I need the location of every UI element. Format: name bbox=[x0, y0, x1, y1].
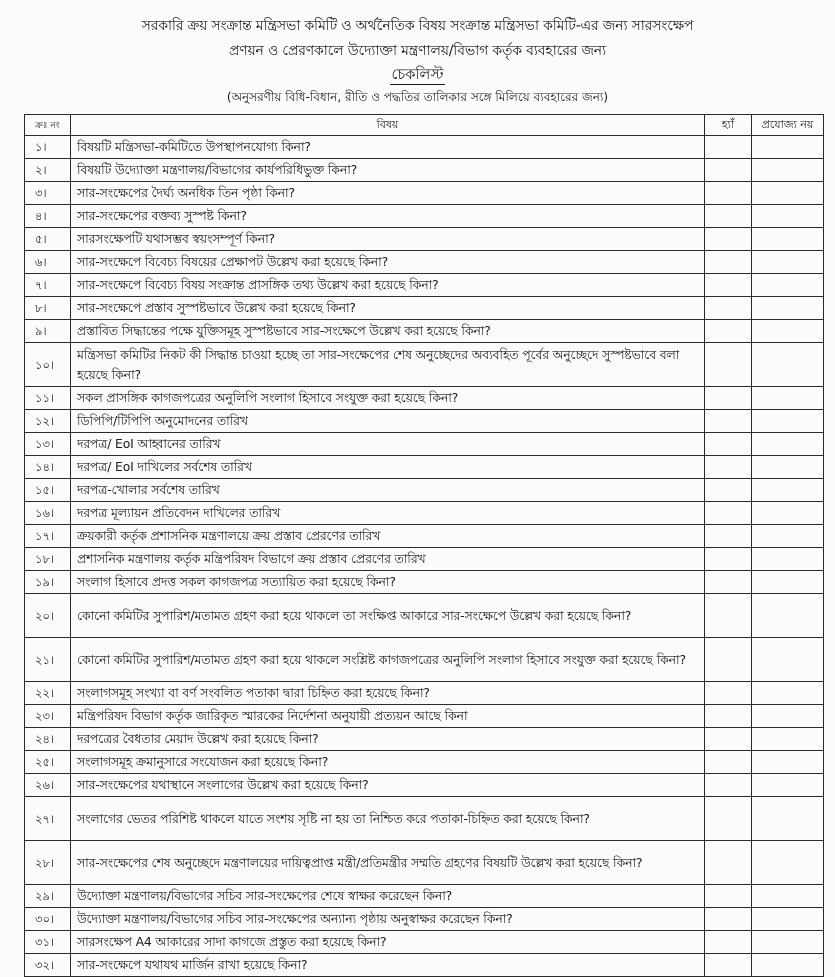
row-number: ২০। bbox=[25, 594, 71, 638]
row-subject: সারসংক্ষেপ A4 আকারের সাদা কাগজে প্রস্তুত করা হয়েছে কিনা? bbox=[71, 931, 705, 954]
row-subject: দরপত্র/ EoI আহ্বানের তারিখ bbox=[71, 433, 705, 456]
yes-checkbox-cell[interactable] bbox=[705, 159, 752, 182]
row-subject: সার-সংক্ষেপে বিবেচ্য বিষয়ের প্রেক্ষাপট উল্লেখ করা হয়েছে কিনা? bbox=[71, 251, 705, 274]
yes-checkbox-cell[interactable] bbox=[705, 638, 752, 682]
table-row bbox=[25, 387, 824, 410]
table-row bbox=[25, 159, 824, 182]
not-applicable-checkbox-cell[interactable] bbox=[752, 456, 824, 479]
row-subject: দরপত্রের বৈধতার মেয়াদ উল্লেখ করা হয়েছে কিনা? bbox=[71, 728, 705, 751]
row-number: ২৮। bbox=[25, 841, 71, 885]
row-number: ১। bbox=[25, 136, 71, 159]
table-row bbox=[25, 433, 824, 456]
row-number: ২৯। bbox=[25, 885, 71, 908]
table-row bbox=[25, 251, 824, 274]
table-row bbox=[25, 682, 824, 705]
row-subject: সার-সংক্ষেপে যথাযথ মার্জিন রাখা হয়েছে কিনা? bbox=[71, 954, 705, 977]
table-row bbox=[25, 274, 824, 297]
row-subject: সার-সংক্ষেপে প্রস্তাব সুস্পষ্টভাবে উল্লেখ করা হয়েছে কিনা? bbox=[71, 297, 705, 320]
row-subject: বিষয়টি মন্ত্রিসভা-কমিটিতে উপস্থাপনযোগ্য কিনা? bbox=[71, 136, 705, 159]
row-number: ৩। bbox=[25, 182, 71, 205]
row-number: ২৭। bbox=[25, 797, 71, 841]
not-applicable-checkbox-cell[interactable] bbox=[752, 841, 824, 885]
yes-checkbox-cell[interactable] bbox=[705, 548, 752, 571]
row-number: ৫। bbox=[25, 228, 71, 251]
row-number: ২৩। bbox=[25, 705, 71, 728]
table-row bbox=[25, 456, 824, 479]
yes-checkbox-cell[interactable] bbox=[705, 502, 752, 525]
not-applicable-checkbox-cell[interactable] bbox=[752, 159, 824, 182]
table-row bbox=[25, 410, 824, 433]
table-body bbox=[25, 136, 824, 977]
row-number: ২৬। bbox=[25, 774, 71, 797]
table-row bbox=[25, 548, 824, 571]
row-subject: সংলাগ হিসাবে প্রদত্ত সকল কাগজপত্র সত্যায়িত করা হয়েছে কিনা? bbox=[71, 571, 705, 594]
yes-checkbox-cell[interactable] bbox=[705, 297, 752, 320]
table-row bbox=[25, 885, 824, 908]
table-row bbox=[25, 728, 824, 751]
yes-checkbox-cell[interactable] bbox=[705, 205, 752, 228]
row-subject: কোনো কমিটির সুপারিশ/মতামত গ্রহণ করা হয়ে থাকলে তা সংক্ষিপ্ত আকারে সার-সংক্ষেপে উল্লেখ করা হয়েছে কিনা? bbox=[71, 594, 705, 638]
not-applicable-checkbox-cell[interactable] bbox=[752, 136, 824, 159]
table-row bbox=[25, 774, 824, 797]
row-number: ৬। bbox=[25, 251, 71, 274]
row-number: ৭। bbox=[25, 274, 71, 297]
yes-checkbox-cell[interactable] bbox=[705, 433, 752, 456]
row-subject: সারসংক্ষেপটি যথাসম্ভব স্বয়ংসম্পূর্ণ কিনা? bbox=[71, 228, 705, 251]
not-applicable-checkbox-cell[interactable] bbox=[752, 410, 824, 433]
row-number: ১১। bbox=[25, 387, 71, 410]
not-applicable-checkbox-cell[interactable] bbox=[752, 774, 824, 797]
row-number: ১৮। bbox=[25, 548, 71, 571]
not-applicable-checkbox-cell[interactable] bbox=[752, 251, 824, 274]
yes-checkbox-cell[interactable] bbox=[705, 136, 752, 159]
checklist-table bbox=[24, 114, 824, 977]
table-row bbox=[25, 502, 824, 525]
not-applicable-checkbox-cell[interactable] bbox=[752, 931, 824, 954]
row-subject: ক্রয়কারী কর্তৃক প্রশাসনিক মন্ত্রণালয়ে ক্রয় প্রস্তাব প্রেরণের তারিখ bbox=[71, 525, 705, 548]
yes-checkbox-cell[interactable] bbox=[705, 841, 752, 885]
row-subject: সার-সংক্ষেপের শেষ অনুচ্ছেদে মন্ত্রণালয়ের দায়িত্বপ্রাপ্ত মন্ত্রী/প্রতিমন্ত্রীর সম্মতি গ্রহণের বিষয়টি উল্লেখ করা হয়েছে কিনা? bbox=[71, 841, 705, 885]
table-row bbox=[25, 797, 824, 841]
not-applicable-checkbox-cell[interactable] bbox=[752, 502, 824, 525]
yes-checkbox-cell[interactable] bbox=[705, 571, 752, 594]
title-line-2: প্রণয়ন ও প্রেরণকালে উদ্যোক্তা মন্ত্রণালয়/বিভাগ কর্তৃক ব্যবহারের জন্য bbox=[228, 43, 607, 59]
row-number: ৩২। bbox=[25, 954, 71, 977]
yes-checkbox-cell[interactable] bbox=[705, 410, 752, 433]
row-subject: প্রস্তাবিত সিদ্ধান্তের পক্ষে যুক্তিসমূহ সুস্পষ্টভাবে সার-সংক্ষেপে উল্লেখ করা হয়েছে কিনা? bbox=[71, 320, 705, 343]
yes-checkbox-cell[interactable] bbox=[705, 885, 752, 908]
not-applicable-checkbox-cell[interactable] bbox=[752, 908, 824, 931]
yes-checkbox-cell[interactable] bbox=[705, 728, 752, 751]
yes-checkbox-cell[interactable] bbox=[705, 320, 752, 343]
not-applicable-checkbox-cell[interactable] bbox=[752, 548, 824, 571]
row-subject: সংলাগসমূহ সংখ্যা বা বর্ণ সংবলিত পতাকা দ্বারা চিহ্নিত করা হয়েছে কিনা? bbox=[71, 682, 705, 705]
column-header-subject: বিষয় bbox=[71, 115, 705, 136]
table-row bbox=[25, 638, 824, 682]
column-header-yes: হ্যাঁ bbox=[705, 115, 752, 136]
table-row bbox=[25, 594, 824, 638]
row-subject: সংলাগসমূহ ক্রমানুসারে সংযোজন করা হয়েছে কিনা? bbox=[71, 751, 705, 774]
yes-checkbox-cell[interactable] bbox=[705, 682, 752, 705]
not-applicable-checkbox-cell[interactable] bbox=[752, 594, 824, 638]
not-applicable-checkbox-cell[interactable] bbox=[752, 433, 824, 456]
yes-checkbox-cell[interactable] bbox=[705, 525, 752, 548]
row-subject: সার-সংক্ষেপের যথাস্থানে সংলাগের উল্লেখ করা হয়েছে কিনা? bbox=[71, 774, 705, 797]
not-applicable-checkbox-cell[interactable] bbox=[752, 228, 824, 251]
row-subject: উদ্যোক্তা মন্ত্রণালয়/বিভাগের সচিব সার-সংক্ষেপের শেষে স্বাক্ষর করেছেন কিনা? bbox=[71, 885, 705, 908]
row-number: ২৫। bbox=[25, 751, 71, 774]
row-number: ১০। bbox=[25, 343, 71, 387]
table-row bbox=[25, 571, 824, 594]
column-header-not-applicable: প্রযোজ্য নয় bbox=[752, 115, 824, 136]
row-number: ২৪। bbox=[25, 728, 71, 751]
row-subject: ডিপিপি/টিপিপি অনুমোদনের তারিখ bbox=[71, 410, 705, 433]
row-subject: দরপত্র-খোলার সর্বশেষ তারিখ bbox=[71, 479, 705, 502]
document-header bbox=[0, 14, 835, 106]
yes-checkbox-cell[interactable] bbox=[705, 251, 752, 274]
table-row bbox=[25, 297, 824, 320]
yes-checkbox-cell[interactable] bbox=[705, 182, 752, 205]
subtitle: (অনুসরণীয় বিধি-বিধান, রীতি ও পদ্ধতির তালিকার সঙ্গে মিলিয়ে ব্যবহারের জন্য) bbox=[226, 90, 609, 104]
row-subject: দরপত্র/ EoI দাখিলের সর্বশেষ তারিখ bbox=[71, 456, 705, 479]
row-subject: মন্ত্রিসভা কমিটির নিকট কী সিদ্ধান্ত চাওয়া হচ্ছে তা সার-সংক্ষেপের শেষ অনুচ্ছেদের অব্যবহিত পূর্বের অনুচ্ছেদে সুস্পষ্টভাবে বলা হয়েছে কিনা? bbox=[71, 343, 705, 387]
title-line-1: সরকারি ক্রয় সংক্রান্ত মন্ত্রিসভা কমিটি ও অর্থনৈতিক বিষয় সংক্রান্ত মন্ত্রিসভা কমিটি-এর জন্য সারসংক্ষেপ bbox=[141, 18, 694, 34]
not-applicable-checkbox-cell[interactable] bbox=[752, 182, 824, 205]
row-subject: বিষয়টি উদ্যোক্তা মন্ত্রণালয়/বিভাগের কার্যপরিধিভুক্ত কিনা? bbox=[71, 159, 705, 182]
not-applicable-checkbox-cell[interactable] bbox=[752, 797, 824, 841]
yes-checkbox-cell[interactable] bbox=[705, 751, 752, 774]
row-number: ৩১। bbox=[25, 931, 71, 954]
yes-checkbox-cell[interactable] bbox=[705, 931, 752, 954]
yes-checkbox-cell[interactable] bbox=[705, 705, 752, 728]
row-number: ১৩। bbox=[25, 433, 71, 456]
not-applicable-checkbox-cell[interactable] bbox=[752, 343, 824, 387]
yes-checkbox-cell[interactable] bbox=[705, 954, 752, 977]
row-subject: মন্ত্রিপরিষদ বিভাগ কর্তৃক জারিকৃত স্মারকের নির্দেশনা অনুযায়ী প্রত্যয়ন আছে কিনা bbox=[71, 705, 705, 728]
checklist-title: চেকলিস্ট bbox=[391, 67, 444, 83]
row-number: ১৫। bbox=[25, 479, 71, 502]
row-number: ১৭। bbox=[25, 525, 71, 548]
not-applicable-checkbox-cell[interactable] bbox=[752, 320, 824, 343]
table-row bbox=[25, 182, 824, 205]
row-subject: সার-সংক্ষেপের বক্তব্য সুস্পষ্ট কিনা? bbox=[71, 205, 705, 228]
not-applicable-checkbox-cell[interactable] bbox=[752, 274, 824, 297]
yes-checkbox-cell[interactable] bbox=[705, 797, 752, 841]
table-header-row bbox=[25, 115, 824, 136]
yes-checkbox-cell[interactable] bbox=[705, 594, 752, 638]
table-row bbox=[25, 841, 824, 885]
column-header-no: ক্রঃ নং bbox=[25, 115, 71, 136]
row-subject: সংলাগের ভেতর পরিশিষ্ট থাকলে যাতে সংশয় সৃষ্টি না হয় তা নিশ্চিত করে পতাকা-চিহ্নিত করা হয়েছে কিনা? bbox=[71, 797, 705, 841]
table-row bbox=[25, 136, 824, 159]
row-subject: প্রশাসনিক মন্ত্রণালয় কর্তৃক মন্ত্রিপরিষদ বিভাগে ক্রয় প্রস্তাব প্রেরণের তারিখ bbox=[71, 548, 705, 571]
not-applicable-checkbox-cell[interactable] bbox=[752, 751, 824, 774]
yes-checkbox-cell[interactable] bbox=[705, 387, 752, 410]
not-applicable-checkbox-cell[interactable] bbox=[752, 525, 824, 548]
yes-checkbox-cell[interactable] bbox=[705, 479, 752, 502]
row-number: ৩০। bbox=[25, 908, 71, 931]
not-applicable-checkbox-cell[interactable] bbox=[752, 954, 824, 977]
table-row bbox=[25, 320, 824, 343]
row-subject: সার-সংক্ষেপে বিবেচ্য বিষয় সংক্রান্ত প্রাসঙ্গিক তথ্য উল্লেখ করা হয়েছে কিনা? bbox=[71, 274, 705, 297]
table-row bbox=[25, 205, 824, 228]
row-subject: কোনো কমিটির সুপারিশ/মতামত গ্রহণ করা হয়ে থাকলে সংশ্লিষ্ট কাগজপত্রের অনুলিপি সংলাগ হিসাবে সংযুক্ত করা হয়েছে কিনা? bbox=[71, 638, 705, 682]
row-number: ২১। bbox=[25, 638, 71, 682]
not-applicable-checkbox-cell[interactable] bbox=[752, 479, 824, 502]
not-applicable-checkbox-cell[interactable] bbox=[752, 682, 824, 705]
yes-checkbox-cell[interactable] bbox=[705, 908, 752, 931]
row-number: ১৬। bbox=[25, 502, 71, 525]
row-number: ২২। bbox=[25, 682, 71, 705]
table-row bbox=[25, 954, 824, 977]
not-applicable-checkbox-cell[interactable] bbox=[752, 728, 824, 751]
table-row bbox=[25, 525, 824, 548]
row-number: ৪। bbox=[25, 205, 71, 228]
row-number: ২। bbox=[25, 159, 71, 182]
yes-checkbox-cell[interactable] bbox=[705, 343, 752, 387]
table-row bbox=[25, 343, 824, 387]
not-applicable-checkbox-cell[interactable] bbox=[752, 387, 824, 410]
table-row bbox=[25, 479, 824, 502]
row-number: ১৯। bbox=[25, 571, 71, 594]
yes-checkbox-cell[interactable] bbox=[705, 456, 752, 479]
row-subject: দরপত্র মূল্যায়ন প্রতিবেদন দাখিলের তারিখ bbox=[71, 502, 705, 525]
row-subject: সকল প্রাসঙ্গিক কাগজপত্রের অনুলিপি সংলাগ হিসাবে সংযুক্ত করা হয়েছে কিনা? bbox=[71, 387, 705, 410]
table-row bbox=[25, 228, 824, 251]
yes-checkbox-cell[interactable] bbox=[705, 774, 752, 797]
table-row bbox=[25, 908, 824, 931]
table-row bbox=[25, 705, 824, 728]
yes-checkbox-cell[interactable] bbox=[705, 274, 752, 297]
table-row bbox=[25, 751, 824, 774]
row-number: ৮। bbox=[25, 297, 71, 320]
not-applicable-checkbox-cell[interactable] bbox=[752, 705, 824, 728]
row-number: ১৪। bbox=[25, 456, 71, 479]
yes-checkbox-cell[interactable] bbox=[705, 228, 752, 251]
not-applicable-checkbox-cell[interactable] bbox=[752, 205, 824, 228]
row-subject: সার-সংক্ষেপের দৈর্ঘ্য অনধিক তিন পৃষ্ঠা কিনা? bbox=[71, 182, 705, 205]
row-subject: উদ্যোক্তা মন্ত্রণালয়/বিভাগের সচিব সার-সংক্ষেপের অন্যান্য পৃষ্ঠায় অনুস্বাক্ষর করেছেন কিনা? bbox=[71, 908, 705, 931]
not-applicable-checkbox-cell[interactable] bbox=[752, 571, 824, 594]
table-row bbox=[25, 931, 824, 954]
not-applicable-checkbox-cell[interactable] bbox=[752, 297, 824, 320]
not-applicable-checkbox-cell[interactable] bbox=[752, 885, 824, 908]
row-number: ৯। bbox=[25, 320, 71, 343]
row-number: ১২। bbox=[25, 410, 71, 433]
not-applicable-checkbox-cell[interactable] bbox=[752, 638, 824, 682]
